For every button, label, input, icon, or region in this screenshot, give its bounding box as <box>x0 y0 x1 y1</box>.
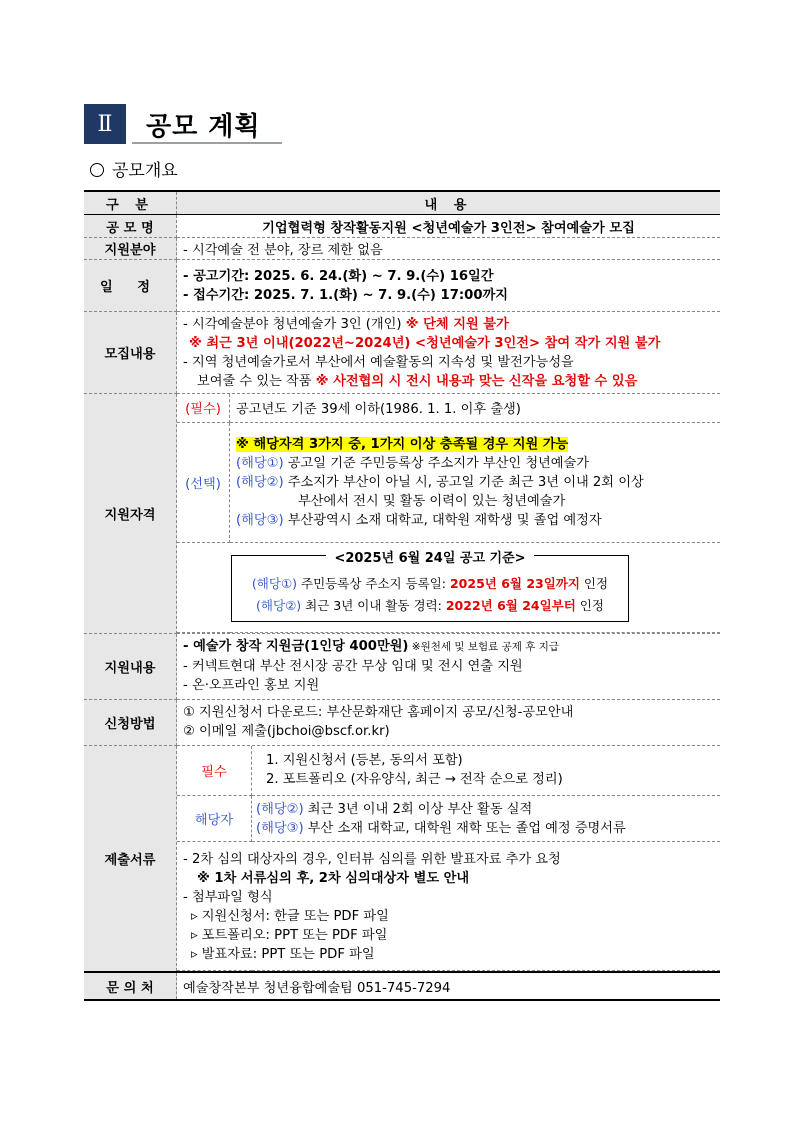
row-label: 모집내용 <box>84 312 177 394</box>
row-content: - 공고기간: 2025. 6. 24.(화) ~ 7. 9.(수) 16일간 - 접수기간: 2025. 7. 1.(화) ~ 7. 9.(수) 17:00까지 <box>177 260 721 312</box>
row-label: 일 정 <box>84 260 177 312</box>
row-content: - 시각예술 전 분야, 장르 제한 없음 <box>177 238 721 260</box>
row-label: 공 모 명 <box>84 215 177 238</box>
row-content: 필수 1. 지원신청서 (등본, 동의서 포함) 2. 포트폴리오 (자유양식, 최근 → 전작 순으로 정리) 해당자 (해당②) 최근 3년 이내 2회 이상 부산 활동 실적 (해당③) 부산 소재 대학교, 대학원 재학 또는 졸업 예정 증명서류 - 2차 심의 대상자의 경우, 인터뷰 심의를 위한 발표자료 추가 요청 ※ 1차 서류심의 후, 2차 심의대상자 별도 안내 - 첨부파일 형식 ▹ 지원신청서: 한글 또는 PDF 파일 ▹ 포트폴리오: PPT 또는 PDF 파일 ▹ 발표자료: PPT 또는 PDF 파일 <box>177 745 721 972</box>
section-number: Ⅱ <box>84 104 126 144</box>
row-label: 문 의 처 <box>84 972 177 1000</box>
required-tag: (필수) <box>177 394 230 422</box>
notice-box: <2025년 6월 24일 공고 기준> (해당①) 주민등록상 주소지 등록일: 2025년 6월 23일까지 인정 (해당②) 최근 3년 이내 활동 경력: 2022년 6월 24일부터 인정 <box>231 555 629 622</box>
row-label: 지원내용 <box>84 633 177 699</box>
docs-applicable-tag: 해당자 <box>177 796 252 842</box>
row-label: 지원자격 <box>84 394 177 634</box>
section-title: 공모 계획 <box>146 111 261 142</box>
row-contact <box>84 972 720 1000</box>
header-content: 내 용 <box>177 191 721 215</box>
circle-bullet-icon <box>90 163 104 177</box>
row-label: 신청방법 <box>84 699 177 745</box>
row-label: 지원분야 <box>84 238 177 260</box>
row-title <box>84 215 720 238</box>
overview-table <box>84 190 720 1001</box>
subsection-heading: 공모개요 <box>90 156 178 181</box>
row-recruit <box>84 312 720 394</box>
optional-tag: (선택) <box>177 422 230 542</box>
row-support <box>84 633 720 699</box>
row-content: (필수) 공고년도 기준 39세 이하(1986. 1. 1. 이후 출생) (선택) ※ 해당자격 3가지 중, 1가지 이상 충족될 경우 지원 가능 (해당①) 공고일 기준 주민등록상 주소지가 부산인 청년예술가 (해당②) 주소지가 부산이 아닐 시, 공고일 기준 최근 3년 이내 2회 이상 부산에서 전시 및 활동 이력이 있는 청년예술가 (해당③) 부산광역시 소재 대학교, 대학원 재학생 및 졸업 예정자 <2025년 6월 24일 공고 기준> (해당①) 주민등록상 주소지 등록일: 2025년 6월 23일까지 인정 (해당②) 최근 3년 이내 활동 경력: 2022년 6월 24일부터 인정 <box>177 394 721 634</box>
section-header <box>84 104 261 144</box>
row-content: - 시각예술분야 청년예술가 3인 (개인) ※ 단체 지원 불가 ※ 최근 3년 이내(2022년~2024년) <청년예술가 3인전> 참여 작가 지원 불가 - 지역 청년예술가로서 부산에서 예술활동의 지속성 및 발전가능성을 보여줄 수 있는 작품 ※ 사전협의 시 전시 내용과 맞는 신작을 요청할 수 있음 <box>177 312 721 394</box>
row-schedule <box>84 260 720 312</box>
notice-box-title: <2025년 6월 24일 공고 기준> <box>326 551 533 566</box>
row-apply <box>84 699 720 745</box>
row-label: 제출서류 <box>84 745 177 972</box>
row-qualify <box>84 394 720 634</box>
title-underline <box>132 142 282 144</box>
required-text: 공고년도 기준 39세 이하(1986. 1. 1. 이후 출생) <box>230 394 721 422</box>
row-content: 예술창작본부 청년융합예술팀 051-745-7294 <box>177 972 721 1000</box>
row-content: - 예술가 창작 지원금(1인당 400만원) ※원천세 및 보험료 공제 후 지급 - 커넥트현대 부산 전시장 공간 무상 임대 및 전시 연출 지원 - 온·오프라인 홍보 지원 <box>177 633 721 699</box>
docs-required-tag: 필수 <box>177 746 252 796</box>
table-header-row <box>84 191 720 215</box>
row-content: 기업협력형 창작활동지원 <청년예술가 3인전> 참여예술가 모집 <box>177 215 721 238</box>
row-docs <box>84 745 720 972</box>
row-content: ① 지원신청서 다운로드: 부산문화재단 홈페이지 공모/신청-공모안내 ② 이메일 제출(jbchoi@bscf.or.kr) <box>177 699 721 745</box>
header-category: 구 분 <box>84 191 177 215</box>
optional-heading: ※ 해당자격 3가지 중, 1가지 이상 충족될 경우 지원 가능 <box>236 436 569 452</box>
row-field <box>84 238 720 260</box>
